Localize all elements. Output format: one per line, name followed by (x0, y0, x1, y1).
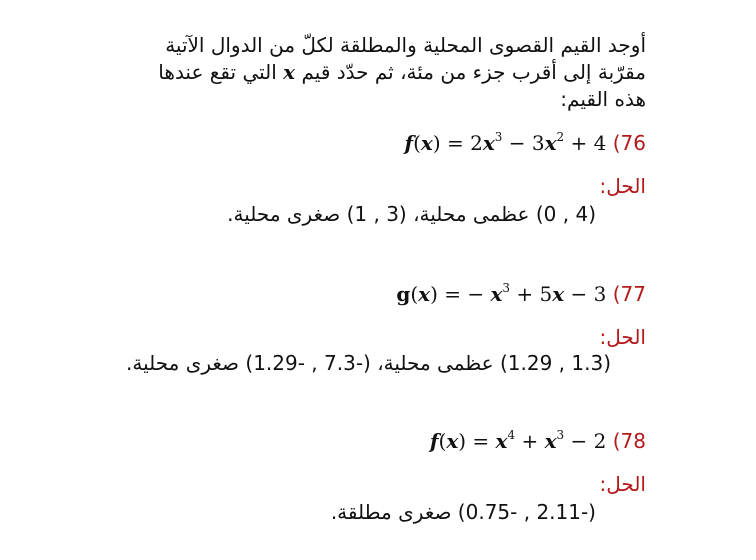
instructions-line-3: هذه القيم: (560, 87, 646, 111)
variable-x: x (283, 60, 296, 84)
solution-label-77: الحل: (599, 325, 646, 349)
solution-78: (-2.11 , -0.75) صغرى مطلقة. (330, 500, 596, 524)
instructions-paragraph (86, 32, 646, 113)
solution-label-78: الحل: (599, 472, 646, 496)
problem-76-equation (404, 128, 646, 158)
equation-76: $f(x) = 2x^3 - 3x^2 + 4$ (404, 130, 607, 155)
problem-number-76: (76 (612, 131, 646, 155)
instructions-line-1: أوجد القيم القصوى المحلية والمطلقة لكلّ من الدوال الآتية (165, 33, 646, 57)
equation-77: g(x) = − $x^3 + 5x - 3$ (396, 281, 607, 306)
problem-number-77: (77 (612, 282, 646, 306)
problem-number-78: (78 (612, 429, 646, 453)
instructions-line-2 (86, 59, 646, 86)
problem-77-equation (396, 279, 646, 309)
problem-78-equation (430, 426, 646, 456)
solution-label-76: الحل: (599, 174, 646, 198)
solution-77: (1.3 , 1.29) عظمى محلية، (-7.3 , -1.29) صغرى محلية. (125, 351, 611, 375)
equation-78: $f(x) = x^4 + x^3 - 2$ (429, 428, 607, 453)
solution-76: (4 , 0) عظمى محلية، (3 , 1) صغرى محلية. (227, 202, 596, 226)
instructions-line-2-end: التي تقع عندها (158, 60, 277, 84)
instructions-line-2-start: مقرّبة إلى أقرب جزء من مئة، ثم حدّد قيم (301, 60, 646, 84)
